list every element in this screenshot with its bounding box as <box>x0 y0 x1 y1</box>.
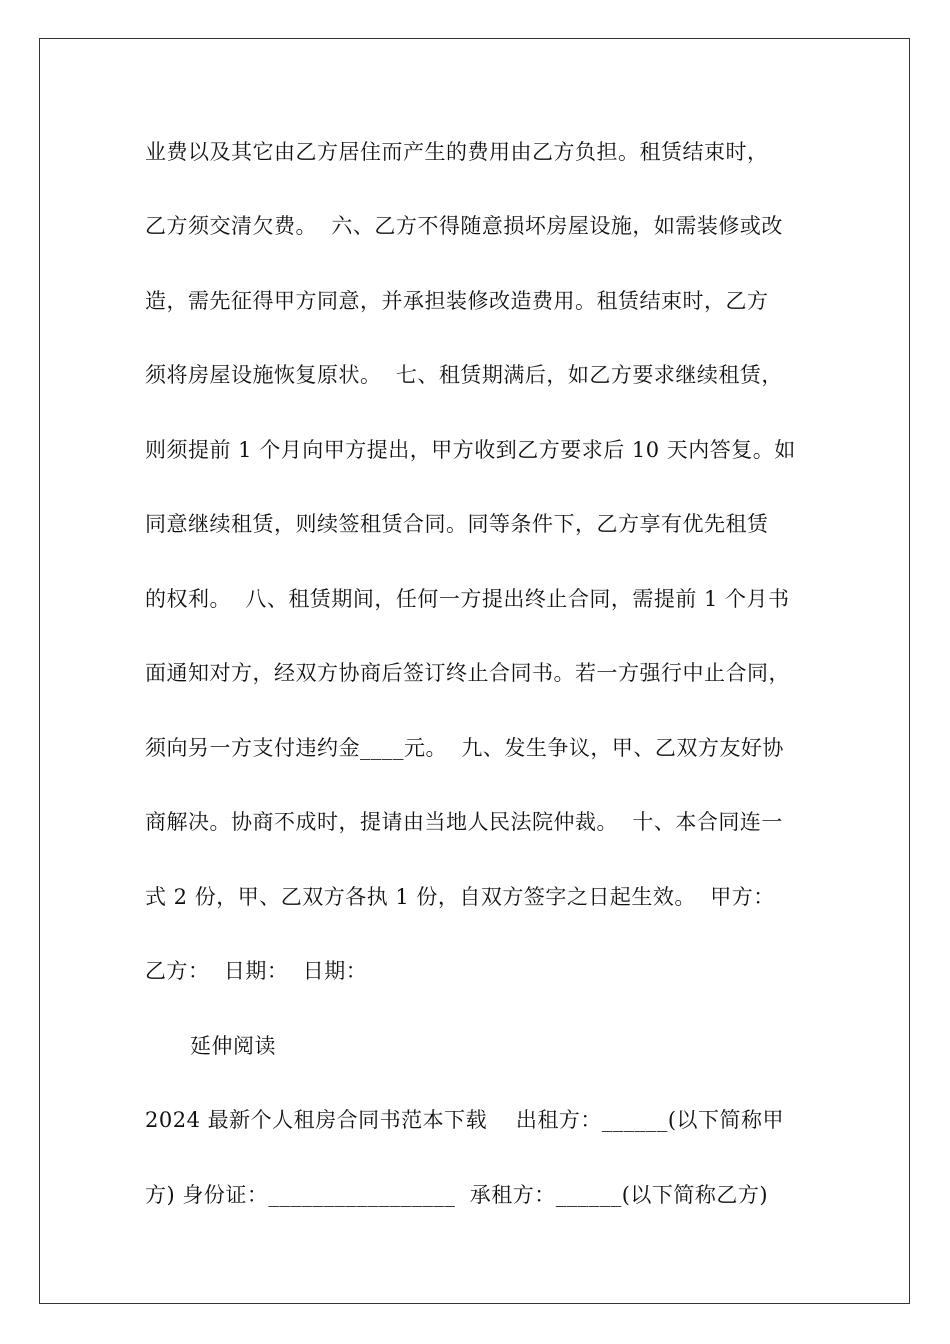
extended-reading-heading: 延伸阅读 <box>190 1034 276 1058</box>
body-line: 式 2 份，甲、乙双方各执 1 份，自双方签字之日起生效。 甲方： <box>145 885 775 909</box>
body-line: 乙方： 日期： 日期： <box>145 959 368 983</box>
body-line: 同意继续租赁，则续签租赁合同。同等条件下，乙方享有优先租赁 <box>145 512 769 536</box>
extended-line: 2024 最新个人租房合同书范本下载 出租方：______(以下简称甲 <box>145 1108 785 1132</box>
body-line: 须将房屋设施恢复原状。 七、租赁期满后，如乙方要求继续租赁， <box>145 363 783 387</box>
body-line: 业费以及其它由乙方居住而产生的费用由乙方负担。租赁结束时， <box>145 140 769 164</box>
extended-line: 方) 身份证：_________________ 承租方：______(以下简称乙方) <box>145 1183 769 1207</box>
body-line: 则须提前 1 个月向甲方提出，甲方收到乙方要求后 10 天内答复。如 <box>145 438 796 462</box>
body-line: 的权利。 八、租赁期间，任何一方提出终止合同，需提前 1 个月书 <box>145 587 790 611</box>
body-line: 造，需先征得甲方同意，并承担装修改造费用。租赁结束时，乙方 <box>145 289 769 313</box>
body-line: 须向另一方支付违约金____元。 九、发生争议，甲、乙双方友好协 <box>145 736 784 760</box>
body-line: 面通知对方，经双方协商后签订终止合同书。若一方强行中止合同， <box>145 661 790 685</box>
body-line: 商解决。协商不成时，提请由当地人民法院仲裁。 十、本合同连一 <box>145 810 783 834</box>
body-line: 乙方须交清欠费。 六、乙方不得随意损坏房屋设施，如需装修或改 <box>145 214 783 238</box>
